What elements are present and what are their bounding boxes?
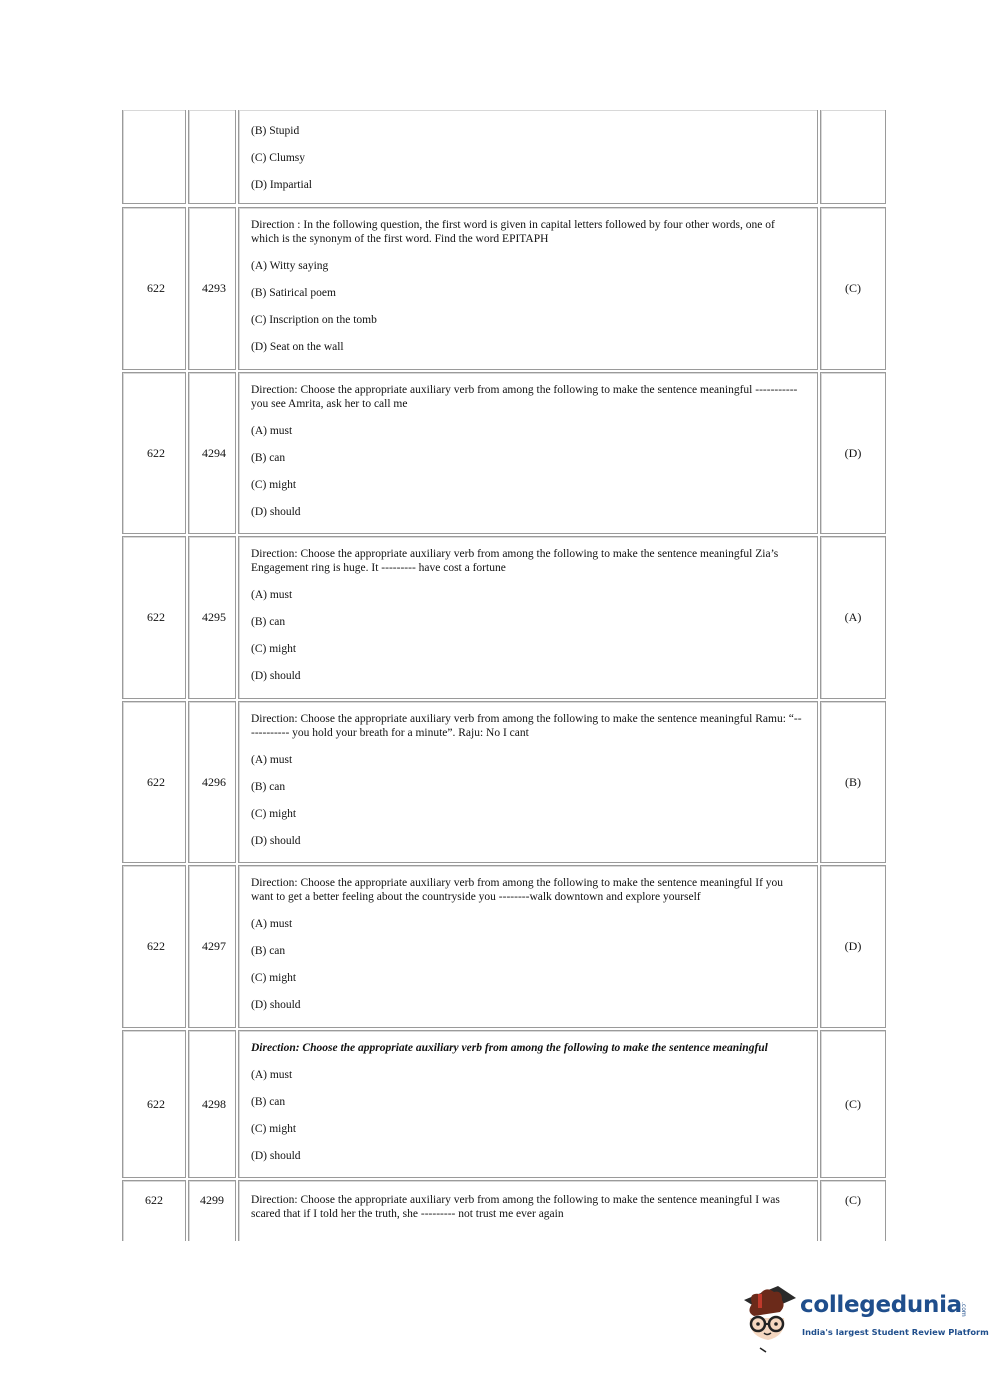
question-number-cell: 4296: [188, 701, 236, 863]
option: (B) can: [251, 452, 286, 464]
question-cell: [238, 207, 818, 370]
table-row: [122, 207, 886, 370]
question-cell: [238, 1180, 818, 1241]
option: (C) Inscription on the tomb: [251, 314, 377, 326]
question-cell: [238, 372, 818, 534]
answer-cell: (C): [820, 207, 886, 370]
question-direction: Direction: Choose the appropriate auxiliary verb from among the following to make the sentence meaningful Zia’s Engagement ring is huge. It --------- have cost a fortune: [251, 548, 779, 574]
paper-cell: 622: [122, 207, 186, 370]
option: (D) should: [251, 835, 301, 847]
option: (D) Impartial: [251, 179, 312, 191]
table-row: [122, 701, 886, 863]
question-direction: Direction: Choose the appropriate auxiliary verb from among the following to make the sentence meaningful: [251, 1042, 768, 1054]
option: (C) might: [251, 1123, 297, 1135]
option: (C) might: [251, 972, 297, 984]
option: (D) should: [251, 1150, 301, 1162]
question-cell: [238, 701, 818, 863]
paper-cell: 622: [122, 1030, 186, 1178]
option: (A) must: [251, 918, 293, 930]
answer-cell: (D): [820, 372, 886, 534]
option: (D) should: [251, 670, 301, 682]
option: (A) must: [251, 589, 293, 601]
table-row: [122, 372, 886, 534]
paper-cell: [122, 110, 186, 204]
answer-cell: [820, 110, 886, 204]
option: (C) might: [251, 643, 297, 655]
option: (D) should: [251, 506, 301, 518]
logo-suffix: .com: [960, 1302, 967, 1317]
question-direction: Direction: Choose the appropriate auxiliary verb from among the following to make the sentence meaningful Ramu: “------------ you hold your breath for a minute”. Raju: No I cant: [251, 713, 802, 739]
question-number-cell: 4294: [188, 372, 236, 534]
paper-cell: 622: [122, 536, 186, 699]
option: (A) Witty saying: [251, 260, 329, 272]
table-row: [122, 865, 886, 1028]
answer-cell: (D): [820, 865, 886, 1028]
option: (D) Seat on the wall: [251, 341, 344, 353]
question-number-cell: 4295: [188, 536, 236, 699]
logo-tagline: India's largest Student Review Platform: [802, 1327, 989, 1337]
question-number-cell: [188, 110, 236, 204]
question-cell: [238, 1030, 818, 1178]
student-mascot-icon: [738, 1282, 800, 1354]
option: (C) Clumsy: [251, 152, 305, 164]
option: (A) must: [251, 425, 293, 437]
table-row: [122, 1030, 886, 1178]
option: (C) might: [251, 479, 297, 491]
option: (B) can: [251, 945, 286, 957]
collegedunia-logo: [738, 1282, 989, 1354]
table-row: [122, 110, 886, 204]
answer-cell: (A): [820, 536, 886, 699]
table-row: [122, 536, 886, 699]
logo-wordmark: collegedunia: [800, 1292, 962, 1318]
option: (A) must: [251, 1069, 293, 1081]
option: (C) might: [251, 808, 297, 820]
option: (D) should: [251, 999, 301, 1011]
answer-cell: (B): [820, 701, 886, 863]
paper-cell: 622: [122, 1180, 186, 1241]
paper-cell: 622: [122, 372, 186, 534]
option: (A) must: [251, 754, 293, 766]
paper-cell: 622: [122, 701, 186, 863]
question-cell: [238, 865, 818, 1028]
question-cell: [238, 536, 818, 699]
question-number-cell: 4297: [188, 865, 236, 1028]
question-direction: Direction : In the following question, the first word is given in capital letters followed by four other words, one of which is the synonym of the first word. Find the word EPITAPH: [251, 219, 775, 245]
option: (B) Satirical poem: [251, 287, 336, 299]
question-number-cell: 4298: [188, 1030, 236, 1178]
option: (B) can: [251, 781, 286, 793]
option: (B) can: [251, 616, 286, 628]
option: (B) Stupid: [251, 125, 300, 137]
answer-cell: (C): [820, 1180, 886, 1241]
paper-cell: 622: [122, 865, 186, 1028]
option: (B) can: [251, 1096, 286, 1108]
question-direction: Direction: Choose the appropriate auxiliary verb from among the following to make the sentence meaningful I was scared that if I told her the truth, she --------- not trust me ever again: [251, 1194, 780, 1220]
question-number-cell: 4293: [188, 207, 236, 370]
question-cell: [238, 110, 818, 204]
question-direction: Direction: Choose the appropriate auxiliary verb from among the following to make the sentence meaningful If you want to get a better feeling about the countryside you --------walk downtown and explore yourself: [251, 877, 784, 903]
table-row: [122, 1180, 886, 1241]
question-number-cell: 4299: [188, 1180, 236, 1241]
answer-cell: (C): [820, 1030, 886, 1178]
question-direction: Direction: Choose the appropriate auxiliary verb from among the following to make the sentence meaningful ----------- you see Amrita, ask her to call me: [251, 384, 798, 410]
